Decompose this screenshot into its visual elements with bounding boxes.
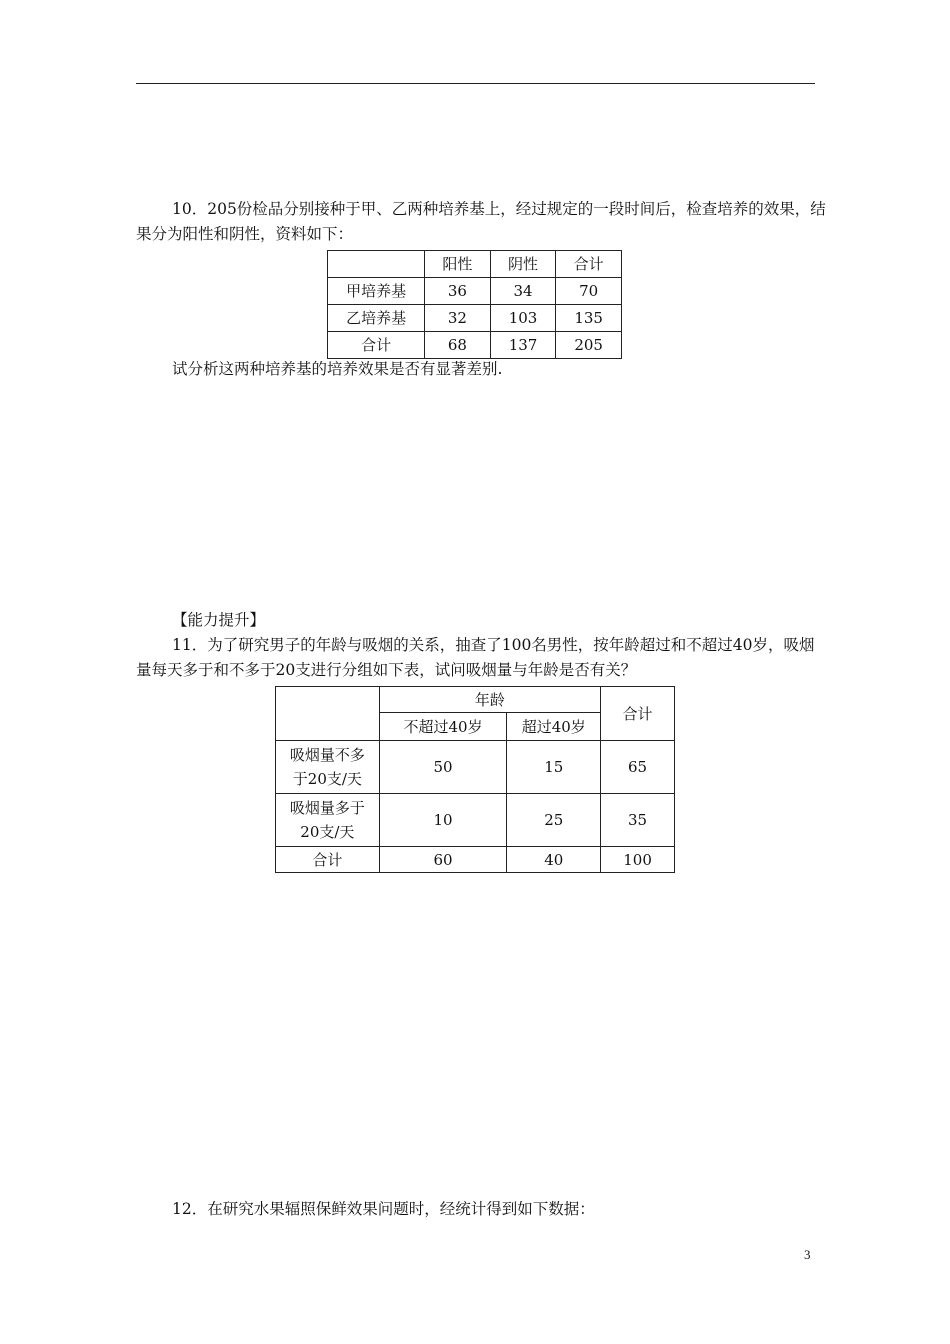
table-cell: 137 (490, 332, 556, 359)
table-cell: 60 (379, 847, 507, 873)
table-cell: 135 (556, 305, 622, 332)
row-label: 合计 (276, 847, 380, 873)
table-cell: 205 (556, 332, 622, 359)
question-11-table (275, 686, 675, 873)
table-header-cell (328, 251, 425, 278)
table-row (328, 278, 622, 305)
section-title: 【能力提升】 (172, 611, 266, 629)
sub-header-cell: 不超过40岁 (379, 713, 507, 741)
table-cell: 103 (490, 305, 556, 332)
question-12-text: 12．在研究水果辐照保鲜效果问题时，经统计得到如下数据： (172, 1200, 595, 1218)
table-row (328, 305, 622, 332)
table-row (276, 794, 675, 847)
row-label: 甲培养基 (328, 278, 425, 305)
question-10-table (327, 250, 622, 359)
table-header-cell: 阴性 (490, 251, 556, 278)
table-row (328, 332, 622, 359)
question-11-text: 11．为了研究男子的年龄与吸烟的关系，抽查了100名男性，按年龄超过和不超过40岁，吸烟量每天多于和不多于20支进行分组如下表，试问吸烟量与年龄是否有关？ (136, 636, 815, 679)
table-cell: 25 (507, 794, 601, 847)
question-10-prompt: 试分析这两种培养基的培养效果是否有显著差别. (172, 360, 503, 378)
table-row (276, 741, 675, 794)
total-header: 合计 (601, 687, 675, 741)
table-cell: 70 (556, 278, 622, 305)
age-header: 年龄 (379, 687, 600, 713)
table-cell: 100 (601, 847, 675, 873)
table-cell: 10 (379, 794, 507, 847)
table-cell: 36 (425, 278, 491, 305)
row-label: 乙培养基 (328, 305, 425, 332)
header-rule (136, 83, 815, 84)
table-cell: 32 (425, 305, 491, 332)
table-cell: 50 (379, 741, 507, 794)
row-label: 吸烟量多于 20支/天 (276, 794, 380, 847)
table-cell: 68 (425, 332, 491, 359)
table-cell: 65 (601, 741, 675, 794)
table-row (276, 847, 675, 873)
page-number: 3 (804, 1247, 811, 1262)
table-cell: 15 (507, 741, 601, 794)
table-header-cell: 合计 (556, 251, 622, 278)
table-cell: 40 (507, 847, 601, 873)
sub-header-cell: 超过40岁 (507, 713, 601, 741)
row-label: 合计 (328, 332, 425, 359)
table-header-cell: 阳性 (425, 251, 491, 278)
question-10-text: 10．205份检品分别接种于甲、乙两种培养基上，经过规定的一段时间后，检查培养的效果，结果分为阳性和阴性，资料如下： (136, 200, 826, 243)
table-cell: 35 (601, 794, 675, 847)
row-label: 吸烟量不多 于20支/天 (276, 741, 380, 794)
table-corner-cell (276, 687, 380, 741)
table-cell: 34 (490, 278, 556, 305)
